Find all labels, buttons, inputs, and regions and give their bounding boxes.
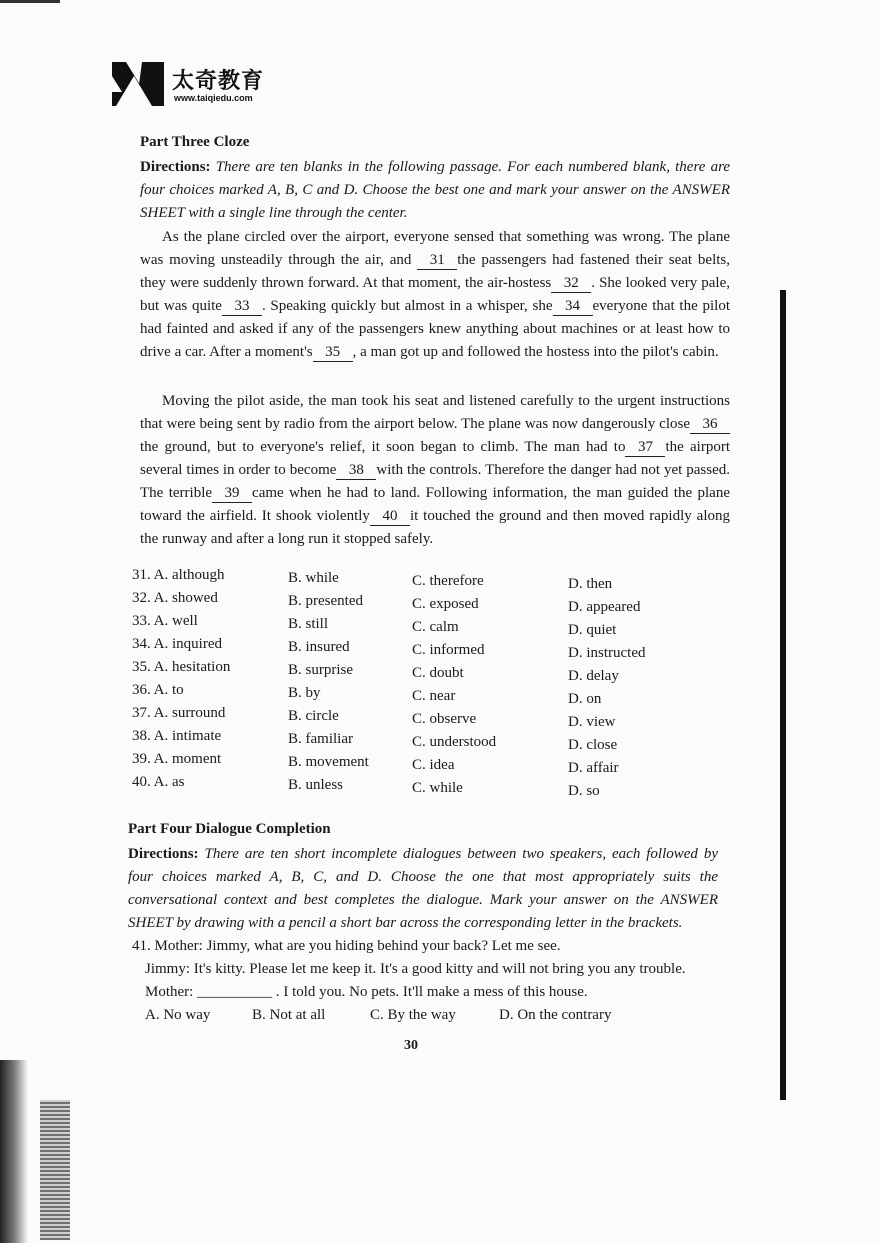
option-b: B. still [288, 616, 329, 632]
option-d: D. so [568, 783, 600, 799]
option-b: B. while [288, 570, 339, 586]
option-row [132, 636, 732, 659]
option-a: 33. A. well [132, 613, 198, 629]
option-c: C. exposed [412, 596, 479, 612]
blank-33: 33 [222, 298, 262, 316]
option-c: C. doubt [412, 665, 464, 681]
option-c: C. informed [412, 642, 485, 658]
directions-text: There are ten short incomplete dialogues between two speakers, each followed by four choices marked A, B, C, and D. Choose the one that most appropriately suits the conversational context and best completes the dialogue. Mark your answer on the ANSWER SHEET by drawing with a pencil a short bar across the corresponding letter in the brackets. [128, 846, 719, 931]
blank-36: 36 [690, 416, 730, 434]
question-41 [132, 935, 732, 1027]
option-a: 34. A. inquired [132, 636, 222, 652]
option-c: C. understood [412, 734, 497, 750]
option-a: 38. A. intimate [132, 728, 222, 744]
option-d: D. then [568, 576, 613, 592]
blank-39: 39 [212, 485, 252, 503]
option-c: C. calm [412, 619, 459, 635]
option-row [132, 774, 732, 797]
passage-text: the ground, but to everyone's relief, it soon began to climb. The man had to [140, 439, 626, 455]
option-row [132, 682, 732, 705]
option-c: C. therefore [412, 573, 484, 589]
page-number: 30 [404, 1038, 418, 1053]
blank-31: 31 [417, 252, 457, 270]
option-b: B. circle [288, 708, 339, 724]
passage-text: As the plane circled over the airport, everyone sensed that something was wrong. The plane was moving unsteadily through the air, and [140, 229, 730, 268]
option-c: C. while [412, 780, 463, 796]
option-b: B. movement [288, 754, 369, 770]
passage-text: . She looked very pale, but was quite [140, 275, 730, 314]
dialogue-text: . I told you. No pets. It'll make a mess of this house. [272, 984, 588, 1000]
option-a: 37. A. surround [132, 705, 226, 721]
option-row [132, 613, 732, 636]
option-b: B. surprise [288, 662, 353, 678]
logo-url: www.taiqiedu.com [174, 93, 253, 103]
directions-label: Directions: [140, 159, 211, 175]
option-a: 31. A. although [132, 567, 225, 583]
passage-text: the airport several times in order to become [140, 439, 730, 478]
option-row [132, 728, 732, 751]
choice-b: B. Not at all [252, 1007, 326, 1023]
option-c: C. idea [412, 757, 455, 773]
option-d: D. delay [568, 668, 619, 684]
cloze-options [132, 567, 732, 797]
option-row [132, 659, 732, 682]
option-a: 40. A. as [132, 774, 185, 790]
option-d: D. on [568, 691, 602, 707]
option-d: D. appeared [568, 599, 641, 615]
option-b: B. unless [288, 777, 344, 793]
passage-text: with the controls. Therefore the danger had not yet passed. The terrible [140, 462, 730, 501]
option-a: 36. A. to [132, 682, 184, 698]
option-row [132, 751, 732, 774]
directions-text: There are ten blanks in the following passage. For each numbered blank, there are four choices marked A, B, C and D. Choose the best one and mark your answer on the ANSWER SHEET with a single line through the center. [140, 159, 731, 221]
logo [112, 62, 272, 110]
part-four-title: Part Four Dialogue Completion [128, 821, 331, 837]
option-a: 39. A. moment [132, 751, 222, 767]
blank-37: 37 [625, 439, 665, 457]
passage-text: , a man got up and followed the hostess into the pilot's cabin. [352, 344, 719, 360]
option-a: 32. A. showed [132, 590, 218, 606]
passage-text: everyone that the pilot had fainted and asked if any of the passengers knew anything about machines or at least how to drive a car. After a moment's [140, 298, 730, 360]
blank-38: 38 [336, 462, 376, 480]
passage-text: Moving the pilot aside, the man took his seat and listened carefully to the urgent instructions that were being sent by radio from the airport below. The plane was now dangerously close [140, 393, 730, 432]
passage-text: it touched the ground and then moved rapidly along the runway and after a long run it stopped safely. [140, 508, 730, 547]
scan-artifact [780, 290, 786, 1100]
option-b: B. by [288, 685, 321, 701]
dialogue-line: 41. Mother: Jimmy, what are you hiding behind your back? Let me see. [132, 938, 561, 954]
choice-c: C. By the way [370, 1007, 456, 1023]
scan-artifact [40, 1100, 70, 1240]
option-d: D. view [568, 714, 616, 730]
option-b: B. insured [288, 639, 350, 655]
cloze-paragraph-1 [140, 226, 730, 364]
option-row [132, 590, 732, 613]
option-d: D. quiet [568, 622, 617, 638]
option-a: 35. A. hesitation [132, 659, 231, 675]
option-c: C. observe [412, 711, 477, 727]
speaker: Mother: [145, 984, 198, 1000]
blank-34: 34 [553, 298, 593, 316]
passage-text: the passengers had fastened their seat belts, they were suddenly thrown forward. At that moment, the air-hostess [140, 252, 730, 291]
option-d: D. close [568, 737, 618, 753]
option-d: D. affair [568, 760, 619, 776]
cloze-paragraph-2 [140, 390, 730, 551]
option-b: B. presented [288, 593, 363, 609]
directions-label: Directions: [128, 846, 199, 862]
choice-d: D. On the contrary [499, 1007, 612, 1023]
blank-40: 40 [370, 508, 410, 526]
passage-text: came when he had to land. Following information, the man guided the plane toward the airfield. It shook violently [140, 485, 730, 524]
choice-a: A. No way [145, 1007, 211, 1023]
passage-text: . Speaking quickly but almost in a whisper, she [261, 298, 553, 314]
part-four-directions [128, 843, 718, 935]
blank-35: 35 [313, 344, 353, 362]
option-d: D. instructed [568, 645, 646, 661]
answer-blank: __________ [197, 984, 273, 1000]
blank-32: 32 [551, 275, 591, 293]
option-c: C. near [412, 688, 456, 704]
choices [132, 1004, 732, 1027]
part-three-title: Part Three Cloze [140, 134, 250, 150]
scan-artifact [0, 0, 60, 3]
part-three-directions [140, 156, 730, 225]
scan-artifact [0, 1060, 28, 1243]
option-b: B. familiar [288, 731, 353, 747]
logo-mark-icon [112, 62, 164, 106]
option-row [132, 705, 732, 728]
logo-text: 太奇教育 [172, 69, 265, 94]
dialogue-line: Jimmy: It's kitty. Please let me keep it. It's a good kitty and will not bring you any trouble. [145, 961, 686, 977]
option-row [132, 567, 732, 590]
dialogue-line [132, 981, 732, 1004]
